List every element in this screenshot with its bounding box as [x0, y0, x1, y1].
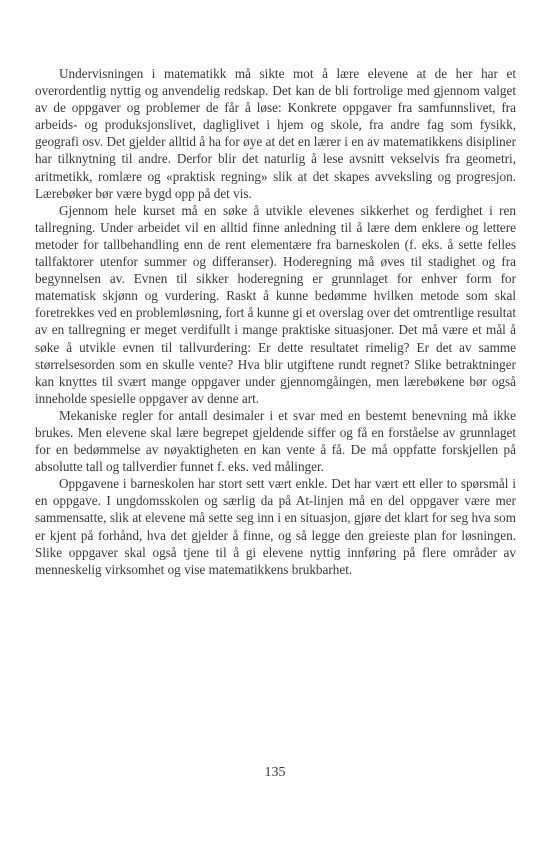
body-text: [35, 65, 516, 578]
paragraph: Mekaniske regler for antall desimaler i et svar med en bestemt benevning må ikke brukes. Men elevene skal lære begrepet gjeldende siffer og få en forståelse av grunnlaget for en bedømmelse av nøyaktigheten en kan vente å få. De må oppfatte forskjellen på absolutte tall og tallverdier funnet f. eks. ved målinger.: [35, 407, 516, 475]
page-number: 135: [264, 765, 286, 780]
paragraph: Gjennom hele kurset må en søke å utvikle elevenes sikkerhet og ferdighet i ren tallregning. Under arbeidet vil en alltid finne anledning til å lære dem enklere og lettere metoder for tallbehandling enn de rent elementære fra barneskolen (f. eks. å sette felles tallfaktorer utenfor summer og differanser). Hoderegning må øves til stadighet og fra begynnelsen av. Evnen til sikker hoderegning er grunnlaget for enhver form for matematisk skjønn og vurdering. Raskt å kunne bedømme hvilken metode som skal foretrekkes ved en problemløsning, fort å kunne gi et overslag over det omtrentlige resultat av en tallregning er meget verdifullt i mange praktiske situasjoner. Det må være et mål å søke å utvikle evnen til tallvurdering: Er dette resultatet rimelig? Er det av samme størrelsesorden som en skulle vente? Hva blir utgiftene rundt regnet? Slike betraktninger kan knyttes til svært mange oppgaver under gjennomgåingen, men lærebøkene bør også inneholde spesielle oppgaver av denne art.: [35, 202, 516, 406]
paragraph: Undervisningen i matematikk må sikte mot å lære elevene at de her har et overordentlig nyttig og anvendelig redskap. Det kan de bli fortrolige med gjennom valget av de oppgaver og problemer de får å løse: Konkrete oppgaver fra samfunnslivet, fra arbeids- og produksjonslivet, dagliglivet i hjem og skole, fra andre fag som fysikk, geografi osv. Det gjelder alltid å ha for øye at det en lærer i en av matematikkens disipliner har tilknytning til andre. Derfor blir det naturlig å lese avsnitt vekselvis fra geometri, aritmetikk, romlære og «praktisk regning» slik at det skapes avveksling og progresjon. Lærebøker bør være bygd opp på det vis.: [35, 66, 516, 201]
paragraph: Oppgavene i barneskolen har stort sett vært enkle. Det har vært ett eller to spørsmål i en oppgave. I ungdomsskolen og særlig da på At-linjen må en del oppgaver være mer sammensatte, slik at elevene må sette seg inn i en situasjon, gjøre det klart for seg hva som er kjent på forhånd, hva det gjelder å finne, og så legge den greieste plan for løsningen. Slike oppgaver skal også tjene til å gi elevene nyttig innføring på flere områder av menneskelig virksomhet og vise matematikkens brukbarhet.: [35, 476, 516, 577]
